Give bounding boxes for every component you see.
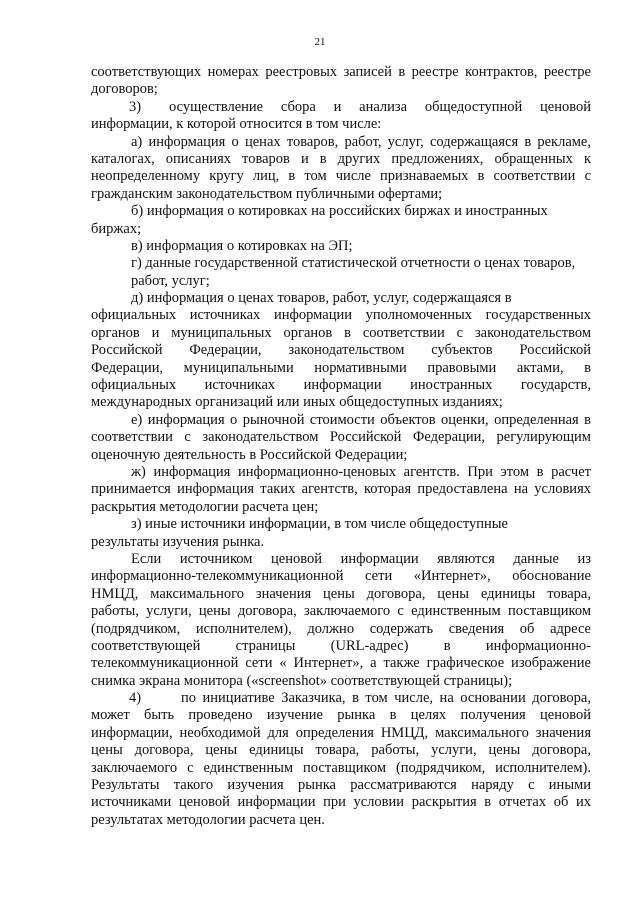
line-text: а) информация о ценах товаров, работ, услуг, содержащаяся в рекламе, (131, 133, 591, 150)
paragraph (91, 516, 591, 551)
text-line (91, 429, 591, 446)
line-text: НМЦД, максимального значения цены договора, цены единицы товара, (91, 585, 591, 602)
line-text: осуществление сбора и анализа общедоступной ценовой (169, 98, 591, 115)
line-text: информационно-телекоммуникационной сети «Интернет», обоснование (91, 568, 591, 585)
text-line (91, 412, 591, 429)
document-body (91, 64, 591, 829)
text-line (91, 551, 591, 568)
line-text: работы, услуги, цены договора, заключаемого с единственным поставщиком (91, 603, 591, 620)
text-line (91, 221, 591, 238)
paragraph (91, 238, 591, 255)
line-text: раскрытия методологии расчета цен; (91, 498, 319, 515)
text-line (91, 447, 591, 464)
text-line (91, 568, 591, 585)
text-line (91, 255, 591, 272)
paragraph (91, 255, 591, 290)
line-text: официальных источниках информации уполномоченных государственных (91, 307, 591, 324)
paragraph (91, 290, 591, 412)
list-number: 4) (129, 690, 142, 707)
line-text: (подрядчиком, исполнителем), должно содержать сведения об адресе (91, 620, 591, 637)
line-text: официальных источниках информации иностранных государств, (91, 377, 591, 394)
line-text: каталогах, описаниях товаров и в других предложениях, обращенных к (91, 150, 591, 167)
line-text: по инициативе Заказчика, в том числе, на основании договора, (181, 690, 591, 707)
text-line (91, 134, 591, 151)
line-text: биржах; (91, 220, 142, 237)
line-text: д) информация о ценах товаров, работ, услуг, содержащаяся в (131, 290, 512, 307)
line-text: результаты изучения рынка. (91, 533, 265, 550)
line-text: Если источником ценовой информации являются данные из (131, 550, 591, 567)
text-line (91, 394, 591, 411)
text-line (91, 655, 591, 672)
line-text: результатах методологии расчета цен. (91, 811, 325, 828)
text-line (91, 725, 591, 742)
text-line (91, 690, 591, 707)
line-text: заключаемого с единственным поставщиком (подрядчиком, исполнителем). (91, 759, 591, 776)
text-line (91, 151, 591, 168)
text-line (91, 81, 591, 98)
text-line (91, 534, 591, 551)
text-line (91, 186, 591, 203)
line-text: информации, необходимой для определения НМЦД, максимального значения (91, 724, 591, 741)
text-line (91, 499, 591, 516)
line-text: работ, услуг; (131, 272, 210, 289)
paragraph (91, 64, 591, 99)
paragraph (91, 134, 591, 204)
text-line (91, 481, 591, 498)
line-text: международных организаций или иных общедоступных изданиях; (91, 394, 503, 411)
text-line (91, 586, 591, 603)
line-text: г) данные государственной статистической отчетности о ценах товаров, (131, 255, 576, 272)
line-text: гражданским законодательством публичными офертами; (91, 185, 443, 202)
line-text: в) информация о котировках на ЭП; (131, 237, 353, 254)
text-line (91, 360, 591, 377)
text-line (91, 812, 591, 829)
line-text: е) информация о рыночной стоимости объектов оценки, определенная в (131, 411, 591, 428)
line-text: соответствии с законодательством Российской Федерации, регулирующим (91, 429, 591, 446)
text-line (91, 342, 591, 359)
text-line (91, 794, 591, 811)
text-line (91, 673, 591, 690)
line-text: з) иные источники информации, в том числе общедоступные (131, 516, 508, 533)
line-text: оценочную деятельность в Российской Федерации; (91, 446, 408, 463)
paragraph (91, 551, 591, 690)
line-text: Результаты такого изучения рынка рассматриваются наряду с иными (91, 777, 591, 794)
line-text: б) информация о котировках на российских биржах и иностранных (131, 203, 548, 220)
paragraph (91, 690, 591, 829)
text-line (91, 99, 591, 116)
text-line (91, 203, 591, 220)
line-text: ж) информация информационно-ценовых агентств. При этом в расчет (131, 463, 591, 480)
text-line (91, 116, 591, 133)
text-line (91, 464, 591, 481)
line-text: снимка экрана монитора («screenshot» соответствующей страницы); (91, 672, 513, 689)
line-text: неопределенному кругу лиц, в том числе признаваемых в соответствии с (91, 168, 591, 185)
paragraph (91, 412, 591, 464)
text-line (91, 638, 591, 655)
text-line (91, 603, 591, 620)
line-text: Российской Федерации, законодательством субъектов Российской (91, 342, 591, 359)
line-text: соответствующих номерах реестровых записей в реестре контрактов, реестре (91, 64, 591, 80)
text-line (91, 742, 591, 759)
paragraph (91, 464, 591, 516)
line-text: принимается информация таких агентств, которая предоставлена на условиях (91, 481, 591, 498)
text-line (91, 760, 591, 777)
line-text: может быть проведено изучение рынка в целях получения ценовой (91, 707, 591, 724)
line-text: телекоммуникационной сети « Интернет», а также графическое изображение (91, 655, 591, 672)
text-line (91, 168, 591, 185)
text-line (91, 273, 591, 290)
text-line (91, 290, 591, 307)
paragraph (91, 203, 591, 238)
text-line (91, 516, 591, 533)
line-text: соответствующей страницы (URL-адрес) в информационно- (91, 637, 591, 654)
text-line (91, 64, 591, 81)
line-text: Федерации, муниципальными нормативными правовыми актами, в (91, 359, 591, 376)
page-number: 21 (314, 36, 326, 48)
line-text: органов и муниципальных органов в соответствии с законодательством (91, 324, 591, 341)
text-line (91, 377, 591, 394)
text-line (91, 238, 591, 255)
paragraph (91, 99, 591, 134)
text-line (91, 325, 591, 342)
text-line (91, 777, 591, 794)
text-line (91, 621, 591, 638)
text-line (91, 307, 591, 324)
list-number: 3) (129, 98, 142, 115)
line-text: договоров; (91, 81, 158, 98)
line-text: информации, к которой относится в том числе: (91, 116, 382, 133)
line-text: цены договора, цены единицы товара, работы, услуги, цены договора, (91, 742, 591, 759)
text-line (91, 707, 591, 724)
line-text: источниками ценовой информации при условии раскрытия в отчетах об их (91, 794, 591, 811)
